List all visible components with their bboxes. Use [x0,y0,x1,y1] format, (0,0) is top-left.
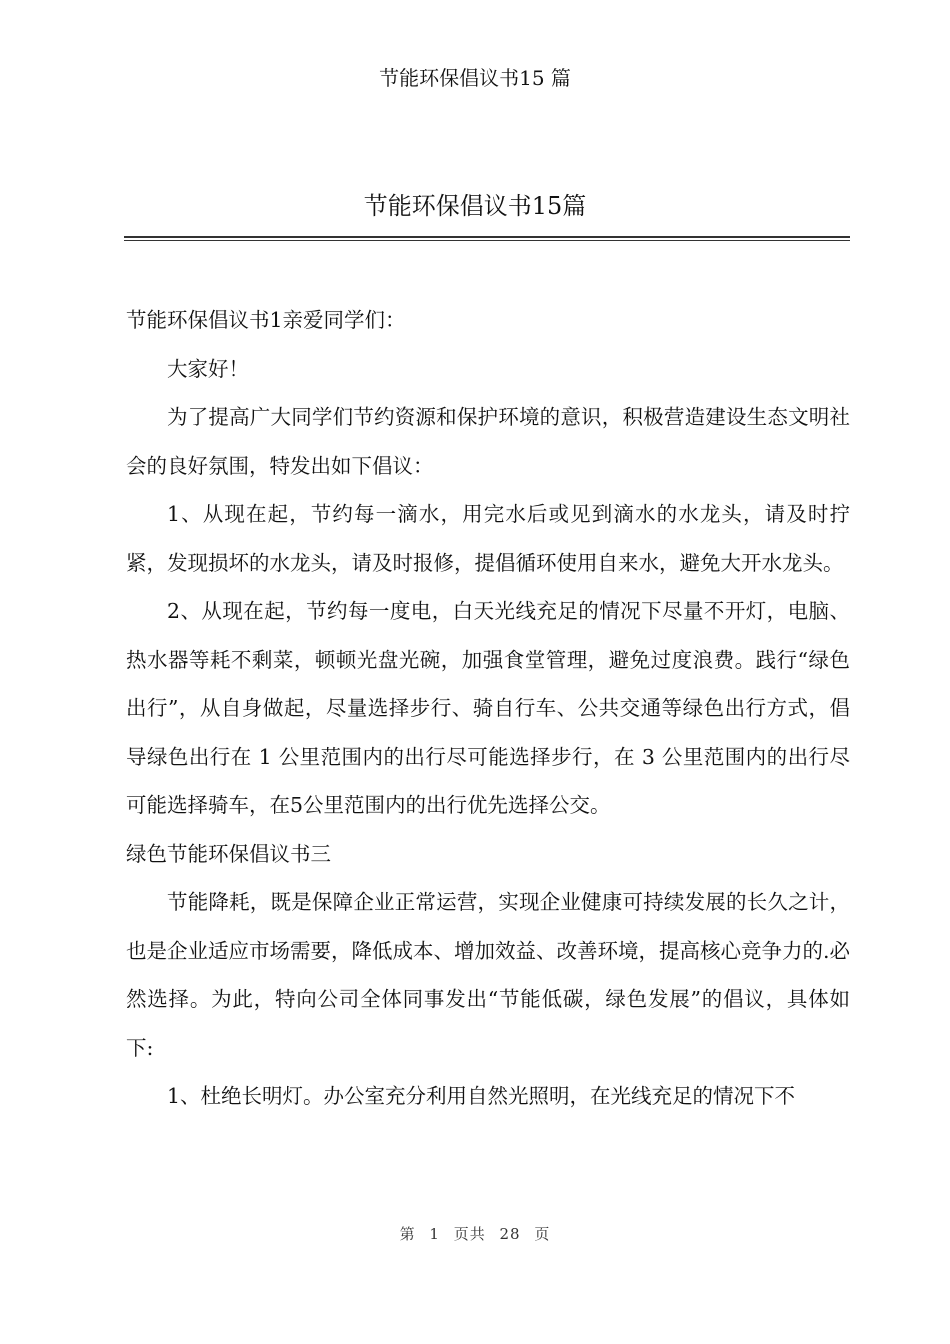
paragraph-item-lights: 1、杜绝长明灯。办公室充分利用自然光照明，在光线充足的情况下不 [167,1084,796,1108]
paragraph-intro: 为了提高广大同学们节约资源和保护环境的意识，积极营造建设生态文明社会的良好氛围，特发出如下倡议： [126,405,850,478]
paragraph-item-water: 1、从现在起，节约每一滴水，用完水后或见到滴水的水龙头，请及时拧紧，发现损坏的水龙头，请及时报修，提倡循环使用自来水，避免大开水龙头。 [126,502,850,575]
paragraph-greeting: 大家好！ [167,356,249,381]
title-divider [124,236,850,241]
page-number-footer: 第 1 页共 28 页 [399,1225,551,1243]
running-header: 节能环保倡议书15 篇 [379,66,571,90]
paragraph-energy-saving: 节能降耗，既是保障企业正常运营，实现企业健康可持续发展的长久之计，也是企业适应市场需要，降低成本、增加效益、改善环境，提高核心竞争力的.必然选择。为此，特向公司全体同事发出“节能低碳，绿色发展”的倡议，具体如下: [126,890,851,1060]
document-body [126,296,850,1121]
paragraph-item-electricity: 2、从现在起，节约每一度电，白天光线充足的情况下尽量不开灯，电脑、热水器等耗不剩菜，顿顿光盘光碗，加强食堂管理，避免过度浪费。践行“绿色出行”，从自身做起，尽量选择步行、骑自行车、公共交通等绿色出行方式，倡导绿色出行在 1 公里范围内的出行尽可能选择步行，在 3 公里范围内的出行尽可能选择骑车，在5公里范围内的出行优先选择公交。 [126,599,850,817]
section-heading: 绿色节能环保倡议书三 [126,841,331,866]
paragraph-salutation: 节能环保倡议书1亲爱同学们： [126,308,406,332]
document-title: 节能环保倡议书15篇 [363,192,587,220]
